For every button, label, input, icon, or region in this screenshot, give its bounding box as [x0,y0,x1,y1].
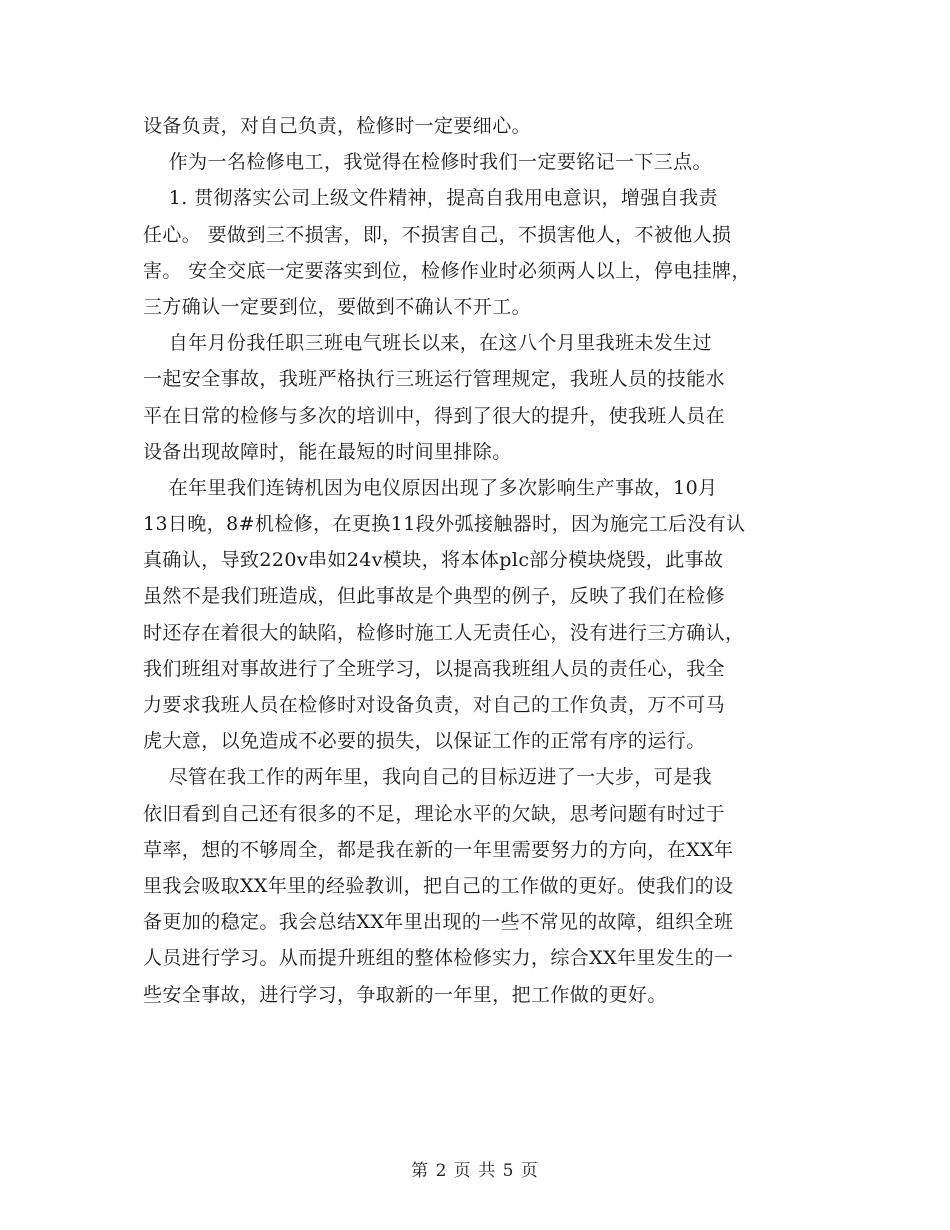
text-line: 尽管在我工作的两年里，我向自己的目标迈进了一大步，可是我 [143,766,712,789]
page-number-footer: 第 2 页 共 5 页 [411,1161,539,1181]
document-body [143,108,813,1013]
text-line: 设备负责，对自己负责，检修时一定要细心。 [143,115,532,137]
text-line: 在年里我们连铸机因为电仪原因出现了多次影响生产事故，10月 [143,476,718,499]
text-line: 任心。 要做到三不损害，即，不损害自己，不损害他人，不被他人损 [143,223,732,246]
text-line: 自年月份我任职三班电气班长以来，在这八个月里我班未发生过 [143,332,712,355]
text-line: 作为一名检修电工，我觉得在检修时我们一定要铭记一下三点。 [143,151,712,174]
text-line: 力要求我班人员在检修时对设备负责，对自己的工作负责，万不可马 [143,694,726,716]
text-line: 里我会吸取XX年里的经验教训，把自己的工作做的更好。使我们的设 [143,874,734,897]
text-line: 依旧看到自己还有很多的不足，理论水平的欠缺，思考问题有时过于 [143,802,726,825]
text-line: 三方确认一定要到位，要做到不确认不开工。 [143,295,532,318]
text-line: 些安全事故，进行学习，争取新的一年里，把工作做的更好。 [143,983,667,1006]
text-line: 时还存在着很大的缺陷，检修时施工人无责任心，没有进行三方确认， [143,621,745,644]
text-line: 设备出现故障时，能在最短的时间里排除。 [143,440,512,463]
text-line: 备更加的稳定。我会总结XX年里出现的一些不常见的故障，组织全班 [143,911,734,934]
text-line: 草率，想的不够周全，都是我在新的一年里需要努力的方向，在XX年 [143,838,734,861]
text-line: 1. 贯彻落实公司上级文件精神，提高自我用电意识，增强自我责 [143,187,718,210]
text-line: 一起安全事故，我班严格执行三班运行管理规定，我班人员的技能水 [143,368,726,391]
text-line: 真确认，导致220v串如24v模块，将本体plc部分模块烧毁，此事故 [143,549,724,572]
text-line: 平在日常的检修与多次的培训中，得到了很大的提升，使我班人员在 [143,404,726,427]
text-line: 我们班组对事故进行了全班学习，以提高我班组人员的责任心，我全 [143,657,726,680]
text-line: 人员进行学习。从而提升班组的整体检修实力，综合XX年里发生的一 [143,947,734,970]
text-line: 虽然不是我们班造成，但此事故是个典型的例子，反映了我们在检修 [143,585,726,608]
text-line: 害。 安全交底一定要落实到位，检修作业时必须两人以上，停电挂牌， [143,259,751,282]
text-line: 13日晚，8#机检修，在更换11段外弧接触器时，因为施完工后没有认 [143,513,746,536]
text-line: 虎大意，以免造成不必要的损失，以保证工作的正常有序的运行。 [143,730,706,753]
